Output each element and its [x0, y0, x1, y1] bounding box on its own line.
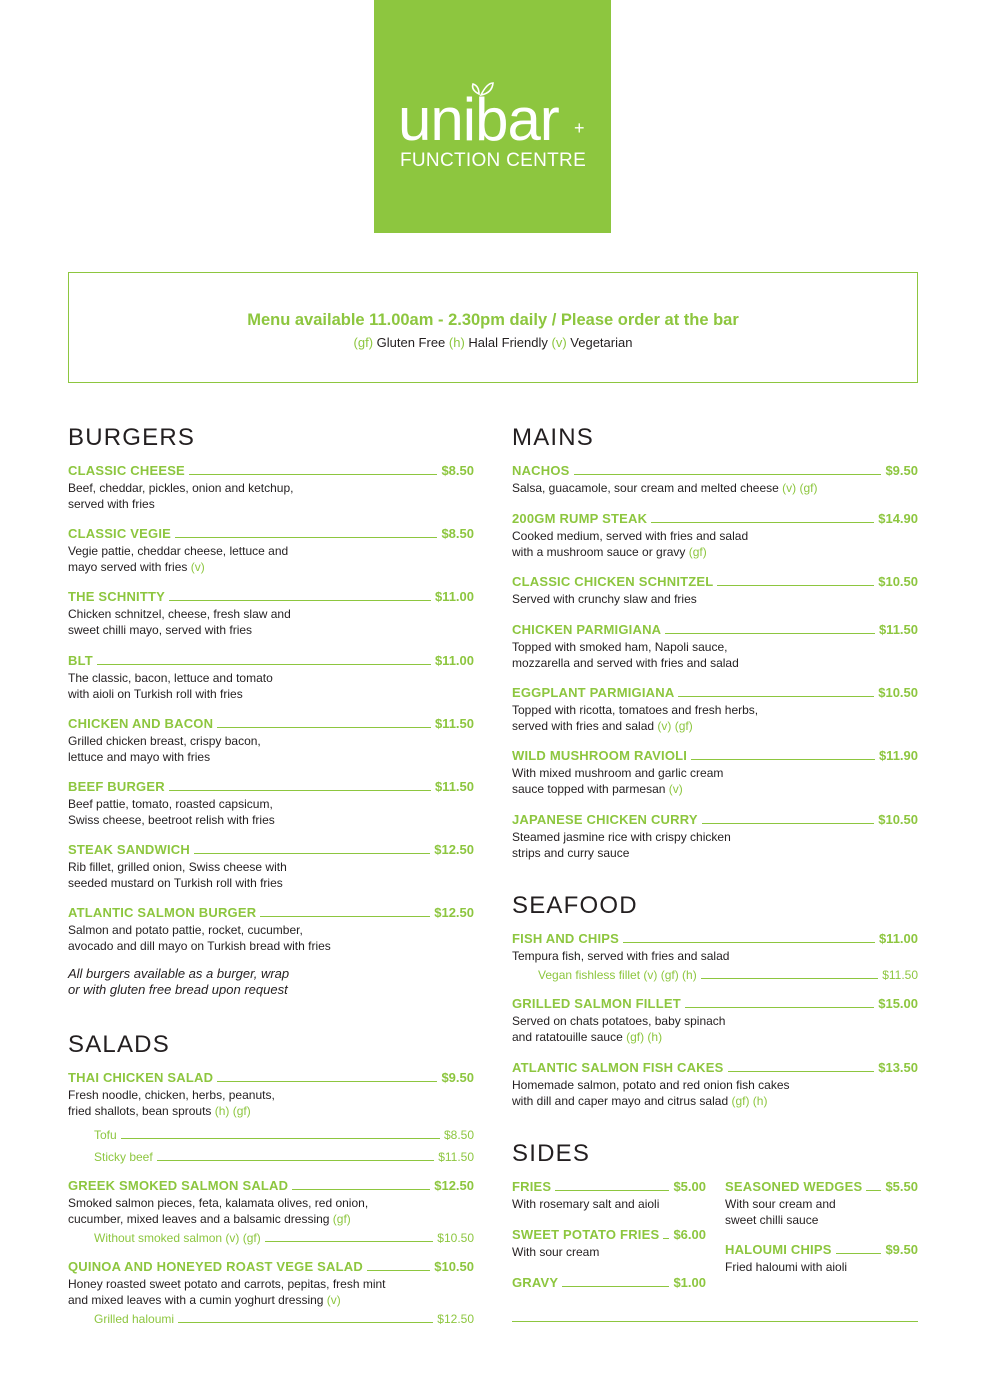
dietary-tags: (h) (gf) — [214, 1103, 251, 1118]
menu-subitem-row — [538, 966, 918, 982]
menu-item-name: ATLANTIC SALMON FISH CAKES — [512, 1060, 724, 1075]
dietary-tags: (v) — [326, 1292, 341, 1307]
menu-item-name: QUINOA AND HONEYED ROAST VEGE SALAD — [68, 1259, 363, 1274]
menu-item-row — [68, 1258, 474, 1274]
menu-item-price: $11.50 — [434, 779, 474, 794]
side-item-price: $6.00 — [673, 1227, 706, 1242]
side-item-description: With sour cream — [512, 1245, 600, 1259]
menu-item-row — [512, 811, 918, 827]
menu-item-row — [68, 778, 474, 794]
menu-item-name: NACHOS — [512, 463, 570, 478]
leader-line — [97, 664, 431, 665]
side-item-row — [725, 1178, 918, 1194]
leader-line — [189, 474, 438, 475]
menu-item-row — [512, 1059, 918, 1075]
menu-item-row — [512, 573, 918, 589]
legend-label-gf: Gluten Free — [373, 335, 449, 350]
leader-line — [121, 1138, 440, 1139]
section-title-burgers: BURGERS — [68, 424, 196, 451]
menu-item-description: Homemade salmon, potato and red onion fish cakes with dill and caper mayo and citrus salad (gf) (h) — [512, 1078, 790, 1108]
menu-item-name: GREEK SMOKED SALMON SALAD — [68, 1178, 289, 1193]
leader-line — [663, 1238, 669, 1239]
menu-item-name: THAI CHICKEN SALAD — [68, 1070, 214, 1085]
menu-item-price: $11.90 — [878, 748, 918, 763]
menu-item-price: $13.50 — [878, 1060, 918, 1075]
leader-line — [217, 727, 431, 728]
dietary-tags: (gf) (h) — [626, 1029, 663, 1044]
menu-item-price: $9.50 — [441, 1070, 474, 1085]
menu-item-price: $8.50 — [441, 526, 474, 541]
menu-subitem-price: $8.50 — [443, 1128, 474, 1142]
menu-item-description: Tempura fish, served with fries and salad — [512, 949, 730, 963]
leader-line — [836, 1253, 882, 1254]
menu-subitem-name: Vegan fishless fillet (v) (gf) (h) — [538, 968, 697, 982]
menu-item-price: $10.50 — [878, 685, 918, 700]
menu-item-row — [68, 462, 474, 478]
legend-label-h: Halal Friendly — [464, 335, 552, 350]
menu-subitem-name: Without smoked salmon (v) (gf) — [94, 1231, 261, 1245]
logo-subtitle: FUNCTION CENTRE — [400, 150, 587, 171]
dietary-tags: (v) (gf) — [657, 718, 693, 733]
menu-item-description: Smoked salmon pieces, feta, kalamata olives, red onion, cucumber, mixed leaves and a balsamic dressing (gf) — [68, 1196, 369, 1226]
menu-item-price: $11.00 — [878, 931, 918, 946]
menu-item-description: Honey roasted sweet potato and carrots, pepitas, fresh mint and mixed leaves with a cumin yoghurt dressing (v) — [68, 1277, 386, 1307]
menu-item-description: Salsa, guacamole, sour cream and melted cheese (v) (gf) — [512, 481, 818, 495]
menu-item-row — [512, 510, 918, 526]
menu-item-row — [68, 652, 474, 668]
menu-item-description: With mixed mushroom and garlic cream sauce topped with parmesan (v) — [512, 766, 724, 796]
dietary-tags: (gf) — [332, 1211, 351, 1226]
side-item-row — [512, 1274, 706, 1290]
leader-line — [701, 978, 878, 979]
menu-item-price: $12.50 — [434, 905, 474, 920]
menu-item-name: ATLANTIC SALMON BURGER — [68, 905, 257, 920]
logo-plus: + — [574, 118, 585, 138]
section-title-sides: SIDES — [512, 1140, 591, 1167]
leader-line — [728, 1071, 875, 1072]
menu-item-name: GRILLED SALMON FILLET — [512, 996, 681, 1011]
side-item-row — [512, 1226, 706, 1242]
menu-item-row — [512, 930, 918, 946]
section-title-seafood: SEAFOOD — [512, 892, 638, 919]
dietary-tags: (gf) — [688, 544, 707, 559]
menu-item-name: CHICKEN PARMIGIANA — [512, 622, 662, 637]
leader-line — [367, 1270, 430, 1271]
leader-line — [691, 759, 875, 760]
side-item-price: $5.00 — [673, 1179, 706, 1194]
side-item-name: SWEET POTATO FRIES — [512, 1227, 660, 1242]
menu-item-name: BLT — [68, 653, 93, 668]
leader-line — [623, 942, 875, 943]
leader-line — [265, 1241, 434, 1242]
leader-line — [574, 474, 882, 475]
menu-item-description: Grilled chicken breast, crispy bacon, lettuce and mayo with fries — [68, 734, 261, 764]
menu-item-name: FISH AND CHIPS — [512, 931, 620, 946]
side-item-name: SEASONED WEDGES — [725, 1179, 863, 1194]
menu-subitem-name: Grilled haloumi — [94, 1312, 175, 1326]
menu-item-description: Rib fillet, grilled onion, Swiss cheese with seeded mustard on Turkish roll with fries — [68, 860, 287, 890]
menu-item-name: CLASSIC VEGIE — [68, 526, 172, 541]
menu-item-price: $9.50 — [885, 463, 918, 478]
section-title-mains: MAINS — [512, 424, 595, 451]
menu-item-row — [68, 904, 474, 920]
menu-item-name: 200GM RUMP STEAK — [512, 511, 648, 526]
menu-item-name: EGGPLANT PARMIGIANA — [512, 685, 675, 700]
menu-item-row — [68, 1069, 474, 1085]
leader-line — [178, 1322, 433, 1323]
menu-item-name: CHICKEN AND BACON — [68, 716, 214, 731]
leader-line — [194, 853, 430, 854]
legend-tag-h: (h) — [448, 335, 465, 350]
menu-item-description: Fresh noodle, chicken, herbs, peanuts, fried shallots, bean sprouts (h) (gf) — [68, 1088, 275, 1118]
bottom-divider — [512, 1321, 918, 1322]
menu-item-description: Salmon and potato pattie, rocket, cucumber, avocado and dill mayo on Turkish bread with fries — [68, 923, 331, 953]
menu-item-row — [512, 747, 918, 763]
menu-item-price: $11.00 — [434, 589, 474, 604]
hours-notice: Menu available 11.00am - 2.30pm daily / Please order at the bar — [247, 311, 739, 329]
menu-item-price: $11.50 — [434, 716, 474, 731]
menu-item-row — [512, 462, 918, 478]
menu-item-row — [512, 621, 918, 637]
menu-item-description: Topped with smoked ham, Napoli sauce, mozzarella and served with fries and salad — [512, 640, 739, 670]
leader-line — [866, 1190, 881, 1191]
menu-item-price: $12.50 — [434, 1178, 474, 1193]
menu-item-row — [512, 995, 918, 1011]
logo-wordmark: unibar — [398, 86, 559, 153]
menu-item-row — [68, 715, 474, 731]
leader-line — [562, 1286, 669, 1287]
leader-line — [169, 790, 431, 791]
leader-line — [217, 1081, 437, 1082]
menu-subitem-row — [94, 1310, 474, 1326]
leader-line — [555, 1190, 669, 1191]
dietary-tags: (v) — [190, 559, 205, 574]
legend-tag-gf: (gf) — [353, 335, 374, 350]
menu-subitem-row — [94, 1126, 474, 1142]
side-item-price: $1.00 — [673, 1275, 706, 1290]
side-item-price: $5.50 — [885, 1179, 918, 1194]
side-item-row — [725, 1241, 918, 1257]
menu-item-description: Vegie pattie, cheddar cheese, lettuce and mayo served with fries (v) — [68, 544, 289, 574]
legend-tag-v: (v) — [551, 335, 567, 350]
leader-line — [678, 696, 874, 697]
menu-subitem-price: $10.50 — [437, 1231, 474, 1245]
leader-line — [665, 633, 875, 634]
menu-item-description: Beef pattie, tomato, roasted capsicum, Swiss cheese, beetroot relish with fries — [68, 797, 275, 827]
menu-item-price: $8.50 — [441, 463, 474, 478]
menu-item-name: CLASSIC CHEESE — [68, 463, 185, 478]
leader-line — [169, 600, 431, 601]
menu-item-row — [68, 1177, 474, 1193]
menu-subitem-name: Sticky beef — [94, 1150, 153, 1164]
side-item-description: With sour cream and sweet chilli sauce — [725, 1197, 836, 1227]
menu-item-description: Served on chats potatoes, baby spinach and ratatouille sauce (gf) (h) — [512, 1014, 726, 1044]
menu-subitem-price: $12.50 — [437, 1312, 474, 1326]
menu-item-price: $11.50 — [878, 622, 918, 637]
side-item-description: Fried haloumi with aioli — [725, 1260, 848, 1274]
menu-item-price: $10.50 — [434, 1259, 474, 1274]
leader-line — [175, 537, 437, 538]
menu-subitem-row — [94, 1148, 474, 1164]
leader-line — [651, 522, 874, 523]
menu-item-description: Served with crunchy slaw and fries — [512, 592, 697, 606]
menu-item-name: CLASSIC CHICKEN SCHNITZEL — [512, 574, 714, 589]
menu-item-description: Chicken schnitzel, cheese, fresh slaw and sweet chilli mayo, served with fries — [68, 607, 291, 637]
burgers-note: All burgers available as a burger, wrap or with gluten free bread upon request — [68, 966, 290, 997]
dietary-tags: (v) — [668, 781, 683, 796]
menu-item-price: $11.00 — [434, 653, 474, 668]
menu-item-price: $14.90 — [878, 511, 918, 526]
menu-item-name: WILD MUSHROOM RAVIOLI — [512, 748, 688, 763]
menu-item-name: STEAK SANDWICH — [68, 842, 190, 857]
menu-item-price: $15.00 — [878, 996, 918, 1011]
menu-item-price: $12.50 — [434, 842, 474, 857]
dietary-tags: (gf) (h) — [731, 1093, 768, 1108]
right-column — [512, 0, 918, 1396]
menu-subitem-price: $11.50 — [438, 1150, 474, 1164]
dietary-tags: (v) (gf) — [782, 481, 818, 495]
menu-item-name: BEEF BURGER — [68, 779, 165, 794]
side-item-name: FRIES — [512, 1179, 552, 1194]
menu-subitem-name: Tofu — [94, 1128, 117, 1142]
left-column — [68, 0, 474, 1396]
menu-item-row — [512, 684, 918, 700]
menu-item-description: The classic, bacon, lettuce and tomato with aioli on Turkish roll with fries — [68, 671, 273, 701]
menu-item-name: THE SCHNITTY — [68, 589, 166, 604]
menu-item-description: Beef, cheddar, pickles, onion and ketchup, served with fries — [68, 481, 294, 511]
menu-item-price: $10.50 — [878, 812, 918, 827]
side-item-name: HALOUMI CHIPS — [725, 1242, 832, 1257]
section-title-salads: SALADS — [68, 1031, 170, 1058]
leader-line — [702, 823, 875, 824]
side-item-name: GRAVY — [512, 1275, 559, 1290]
menu-item-name: JAPANESE CHICKEN CURRY — [512, 812, 698, 827]
side-item-row — [512, 1178, 706, 1194]
leader-line — [292, 1189, 430, 1190]
menu-item-row — [68, 841, 474, 857]
leader-line — [717, 585, 874, 586]
leader-line — [260, 916, 430, 917]
side-item-description: With rosemary salt and aioli — [512, 1197, 660, 1211]
menu-item-description: Steamed jasmine rice with crispy chicken strips and curry sauce — [512, 830, 731, 860]
menu-item-description: Topped with ricotta, tomatoes and fresh herbs, served with fries and salad (v) (gf) — [512, 703, 759, 733]
leader-line — [157, 1160, 434, 1161]
menu-item-price: $10.50 — [878, 574, 918, 589]
side-item-price: $9.50 — [885, 1242, 918, 1257]
legend-label-v: Vegetarian — [566, 335, 633, 350]
menu-subitem-row — [94, 1229, 474, 1245]
menu-item-row — [68, 588, 474, 604]
menu-item-row — [68, 525, 474, 541]
menu-item-description: Cooked medium, served with fries and salad with a mushroom sauce or gravy (gf) — [512, 529, 749, 559]
leader-line — [685, 1007, 874, 1008]
menu-subitem-price: $11.50 — [882, 968, 918, 982]
